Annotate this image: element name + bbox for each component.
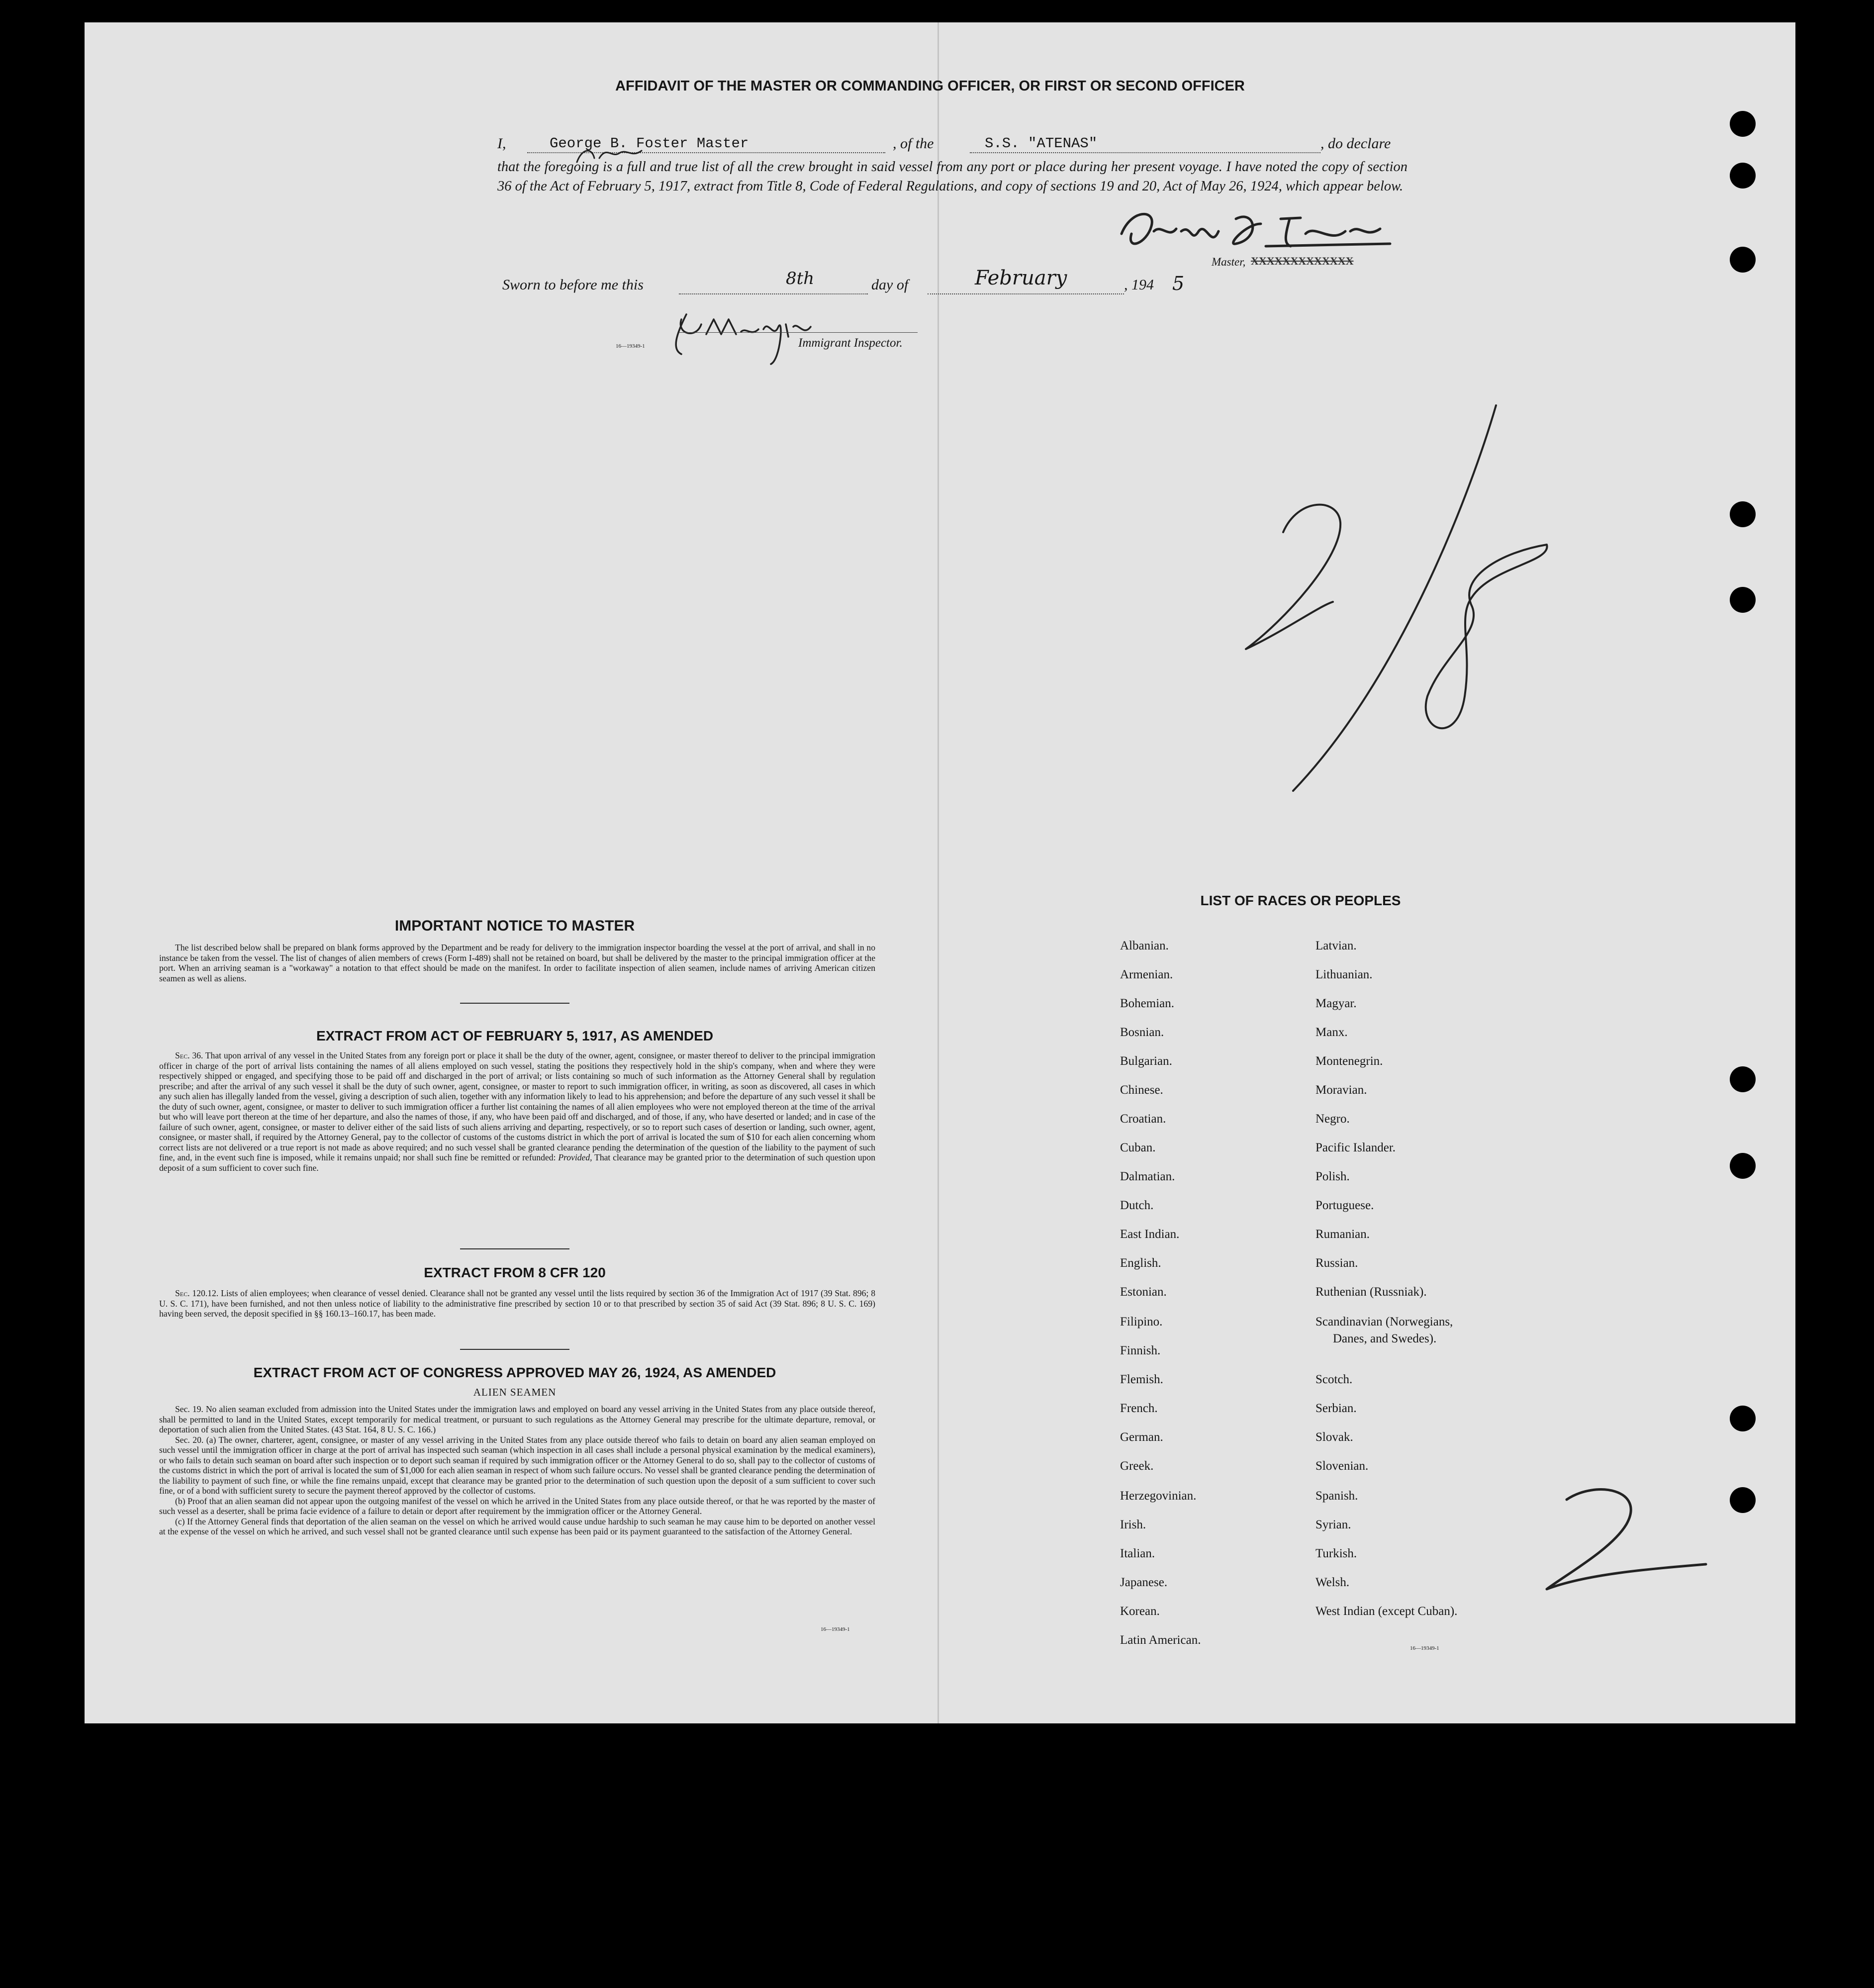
race-item-herzegovinian: Herzegovinian.	[1120, 1489, 1197, 1503]
inspector-label: Immigrant Inspector.	[798, 336, 903, 350]
affidavit-form-number: 16—19349-1	[616, 343, 645, 349]
sworn-month-handwritten: February	[975, 267, 1067, 289]
extract-cfr-title: EXTRACT FROM 8 CFR 120	[424, 1265, 606, 1280]
race-item-moravian: Moravian.	[1315, 1083, 1367, 1097]
race-item-pacific-islander: Pacific Islander.	[1315, 1141, 1396, 1154]
race-item-albanian: Albanian.	[1120, 939, 1169, 952]
extract-1924-paragraph-c: (c) If the Attorney General finds that deportation of the alien seaman on the vessel on which he arrived would cause undue hardship to such seaman he may cause him to be deported on another vessel at the expense of the vessel on which he arrived, and such vessel shall not be granted clearance until such expense has been paid or its payment guaranteed to the satisfaction of the Attorney General.	[159, 1516, 875, 1536]
inspector-underline	[679, 332, 918, 333]
race-item-dutch: Dutch.	[1120, 1199, 1154, 1212]
race-item-serbian: Serbian.	[1315, 1402, 1357, 1415]
race-item-french: French.	[1120, 1402, 1158, 1415]
race-item-greek: Greek.	[1120, 1459, 1154, 1473]
punch-hole	[1730, 1487, 1756, 1513]
race-item-magyar: Magyar.	[1315, 997, 1357, 1010]
race-item-ruthenian: Ruthenian (Russniak).	[1315, 1285, 1427, 1299]
race-item-east-indian: East Indian.	[1120, 1228, 1180, 1241]
race-item-dalmatian: Dalmatian.	[1120, 1170, 1175, 1183]
extract-1917-text	[159, 1050, 875, 1173]
master-name-typed: George B. Foster Master	[550, 135, 749, 152]
race-item-syrian: Syrian.	[1315, 1518, 1351, 1531]
race-item-montenegrin: Montenegrin.	[1315, 1054, 1383, 1068]
race-item-finnish: Finnish.	[1120, 1344, 1161, 1357]
race-item-slovak: Slovak.	[1315, 1430, 1353, 1444]
handwritten-2-mark	[1537, 1485, 1716, 1599]
extract-form-number: 16—19349-1	[821, 1626, 850, 1632]
affidavit-body: that the foregoing is a full and true list of all the crew brought in said vessel from any port or place during her present voyage. I have noted the copy of section 36 of the Act of February 5, 1917, extract from Title 8, Code of Federal Regulations, and copy of sections 19 and 20, Act of May 26, 1924, which appear below.	[497, 159, 1407, 194]
race-item-bosnian: Bosnian.	[1120, 1026, 1164, 1039]
race-item-west-indian: West Indian (except Cuban).	[1315, 1605, 1458, 1618]
race-item-slovenian: Slovenian.	[1315, 1459, 1369, 1473]
affidavit-of-the: , of the	[893, 135, 934, 152]
race-item-german: German.	[1120, 1430, 1163, 1444]
day-underline	[679, 293, 868, 294]
extract-1924-paragraph-sec20a: Sec. 20. (a) The owner, charterer, agent, consignee, or master of any vessel arriving in the United States from any place outside thereof who fails to detain on board any alien seaman employed on such vessel until the immigration officer in charge at the port of arrival has inspected such seaman (which inspection in all cases shall include a personal physical examination by the medical examiners), or who fails to detain such seaman on board after such inspection or to deport such seaman if required by such immigration officer or the Attorney General to do so, shall pay to the collector of customs of the customs district in which the port of arrival is located the sum of $1,000 for each alien seaman in respect of whom such failure occurs. No vessel shall be granted clearance pending the determination of the liability to payment of such fine, or while the fine remains unpaid, except that clearance may be granted prior to the determination of such question upon the deposit of a sum sufficient to cover such fine, or of a bond with sufficient surety to secure the payment thereof approved by the collector of customs.	[159, 1434, 875, 1496]
month-underline	[928, 293, 1124, 294]
extract-1917-proviso-text: That clearance may be granted prior to the determination of such question upon deposit of a sum sufficient to cover such fine.	[159, 1152, 875, 1173]
master-label: Master,	[1212, 256, 1246, 268]
race-item-welsh: Welsh.	[1315, 1576, 1350, 1589]
divider-1	[460, 1003, 569, 1004]
punch-hole	[1730, 1406, 1756, 1431]
race-item-bohemian: Bohemian.	[1120, 997, 1175, 1010]
race-item-negro: Negro.	[1315, 1112, 1350, 1126]
race-item-filipino: Filipino.	[1120, 1315, 1163, 1328]
extract-1917-proviso-word: Provided,	[558, 1152, 592, 1162]
vessel-name-typed: S.S. "ATENAS"	[985, 135, 1098, 152]
divider-3	[460, 1349, 569, 1350]
race-item-chinese: Chinese.	[1120, 1083, 1163, 1097]
extract-cfr-text	[159, 1288, 875, 1319]
punch-hole	[1730, 247, 1756, 273]
race-item-latvian: Latvian.	[1315, 939, 1357, 952]
punch-hole	[1730, 1066, 1756, 1092]
handwritten-2-8-mark	[1223, 398, 1572, 796]
notice-title: IMPORTANT NOTICE TO MASTER	[394, 918, 635, 934]
punch-hole	[1730, 111, 1756, 137]
race-item-english: English.	[1120, 1256, 1161, 1270]
race-item-croatian: Croatian.	[1120, 1112, 1166, 1126]
race-item-cuban: Cuban.	[1120, 1141, 1156, 1154]
race-item-japanese: Japanese.	[1120, 1576, 1168, 1589]
extract-1924-paragraph-sec19: Sec. 19. No alien seaman excluded from admission into the United States under the immigration laws and employed on board any vessel arriving in the United States from any place outside thereof, shall be permitted to land in the United States, except temporarily for medical treatment, or pursuant to such regulations as the Attorney General may prescribe for the ultimate departure, removal, or deportation of such alien from the United States. (43 Stat. 164, 8 U. S. C. 166.)	[159, 1404, 875, 1434]
races-title: LIST OF RACES OR PEOPLES	[1200, 893, 1401, 908]
race-item-irish: Irish.	[1120, 1518, 1146, 1531]
punch-hole	[1730, 587, 1756, 613]
divider-2	[460, 1248, 569, 1249]
extract-cfr-body: Lists of alien employees; when clearance of vessel denied. Clearance shall not be granted any vessel until the lists required by section 36 of the Immigration Act of 1917 (39 Stat. 896; 8 U. S. C. 171), have been furnished, and not then unless notice of liability to the administrative fine prescribed by section 10 or to that prescribed by section 35 of said Act (39 Stat. 896; 8 U. S. C. 169) having been served, the deposit specified in §§ 160.13–160.17, has been made.	[159, 1288, 876, 1319]
race-item-lithuanian: Lithuanian.	[1315, 968, 1373, 981]
race-item-latin-american: Latin American.	[1120, 1633, 1201, 1647]
extract-1917-sec: Sec. 36.	[175, 1050, 203, 1060]
race-item-estonian: Estonian.	[1120, 1285, 1167, 1299]
master-struck-text: XXXXXXXXXXXXX	[1251, 255, 1354, 267]
race-item-scandinavian-cont: Danes, and Swedes).	[1333, 1332, 1437, 1345]
notice-paragraph: The list described below shall be prepared on blank forms approved by the Department and be ready for delivery to the immigration inspector boarding the vessel at the port of arrival, and shall in no instance be taken from the vessel. The list of changes of alien members of crews (Form I-489) shall not be retained on board, but shall be delivered by the master to the principal immigration officer at the port. When an arriving seaman is a "workaway" a notation to that effect should be made on the manifest. In order to facilitate inspection of alien seamen, include names of arriving American citizen seamen as well as aliens.	[159, 943, 875, 983]
handwritten-insertion	[572, 143, 652, 168]
extract-1917-title: EXTRACT FROM ACT OF FEBRUARY 5, 1917, AS AMENDED	[316, 1028, 714, 1043]
affidavit-title: AFFIDAVIT OF THE MASTER OR COMMANDING OFFICER, OR FIRST OR SECOND OFFICER	[615, 78, 1245, 94]
extract-cfr-sec: Sec. 120.12.	[175, 1288, 219, 1298]
extract-1924-text	[159, 1404, 875, 1537]
race-item-flemish: Flemish.	[1120, 1373, 1163, 1386]
sworn-day-handwritten: 8th	[786, 269, 815, 288]
race-item-italian: Italian.	[1120, 1547, 1155, 1560]
race-item-spanish: Spanish.	[1315, 1489, 1358, 1503]
race-item-armenian: Armenian.	[1120, 968, 1173, 981]
race-item-turkish: Turkish.	[1315, 1547, 1357, 1560]
sworn-year-handwritten: 5	[1172, 273, 1185, 294]
race-item-polish: Polish.	[1315, 1170, 1350, 1183]
sworn-year-prefix: , 194	[1124, 277, 1154, 293]
race-item-scotch: Scotch.	[1315, 1373, 1353, 1386]
race-item-rumanian: Rumanian.	[1315, 1228, 1370, 1241]
extract-1924-paragraph-b: (b) Proof that an alien seaman did not appear upon the outgoing manifest of the vessel on which he arrived in the United States from any place outside thereof, or that he was reported by the master of such vessel as a deserter, shall be prima facie evidence of a failure to detain or deport after requirement by the immigration officer or the Attorney General.	[159, 1496, 875, 1516]
race-item-bulgarian: Bulgarian.	[1120, 1054, 1172, 1068]
affidavit-do-declare: , do declare	[1320, 135, 1391, 152]
race-item-russian: Russian.	[1315, 1256, 1358, 1270]
race-item-korean: Korean.	[1120, 1605, 1160, 1618]
race-item-portuguese: Portuguese.	[1315, 1199, 1374, 1212]
sworn-prefix: Sworn to before me this	[502, 277, 644, 293]
page-fold	[937, 22, 939, 1723]
extract-1924-subtitle: ALIEN SEAMEN	[473, 1386, 557, 1398]
race-item-manx: Manx.	[1315, 1026, 1348, 1039]
extract-1924-title: EXTRACT FROM ACT OF CONGRESS APPROVED MAY 26, 1924, AS AMENDED	[253, 1365, 776, 1380]
punch-hole	[1730, 501, 1756, 527]
sworn-day-of: day of	[871, 277, 909, 293]
races-form-number: 16—19349-1	[1410, 1645, 1439, 1651]
punch-hole	[1730, 1153, 1756, 1179]
vessel-underline	[970, 152, 1320, 153]
notice-text	[159, 943, 875, 983]
extract-1917-body: That upon arrival of any vessel in the United States from any foreign port or place it shall be the duty of the owner, agent, consignee, or master thereof to deliver to the principal immigration officer in charge of the port of arrival lists containing the names of all aliens employed on such vessel, stating the positions they respectively hold in the ship's company, when and where they were respectively shipped or engaged, and specifying those to be paid off and discharged in the port of arrival; or lists containing so much of such information as the Attorney General shall by regulation prescribe; and after the arrival of any such vessel it shall be the duty of such owner, agent, consignee, or master to report to such immigration officer, in writing, as soon as discovered, all cases in which any such alien has illegally landed from the vessel, giving a description of such alien, together with any information likely to lead to his apprehension; and before the departure of any such vessel it shall be the duty of such owner, agent, consignee, or master to deliver to such immigration officer a further list containing the names of all alien employees who were not employed thereon at the time of the arrival but who will leave port thereon at the time of her departure, and also the names of those, if any, who have been paid off and discharged, and of those, if any, who have deserted or landed; and in case of the failure of such owner, agent, consignee, or master to deliver either of the said lists of such aliens arriving and departing, respectively, or so to report such cases of desertion or landing, such owner, agent, consignee, or master shall, if required by the Attorney General, pay to the collector of customs of the customs district in which the port of arrival is located the sum of $10 for each alien concerning whom correct lists are not delivered or a true report is not made as above required; and no such vessel shall be granted clearance pending the determination of the question of the liability to the payment of such fine, and, in the event such fine is imposed, while it remains unpaid; nor shall such fine be remitted or refunded:	[159, 1050, 875, 1162]
punch-hole	[1730, 163, 1756, 189]
affidavit-i: I,	[497, 135, 506, 152]
race-item-scandinavian: Scandinavian (Norwegians,	[1315, 1315, 1453, 1328]
